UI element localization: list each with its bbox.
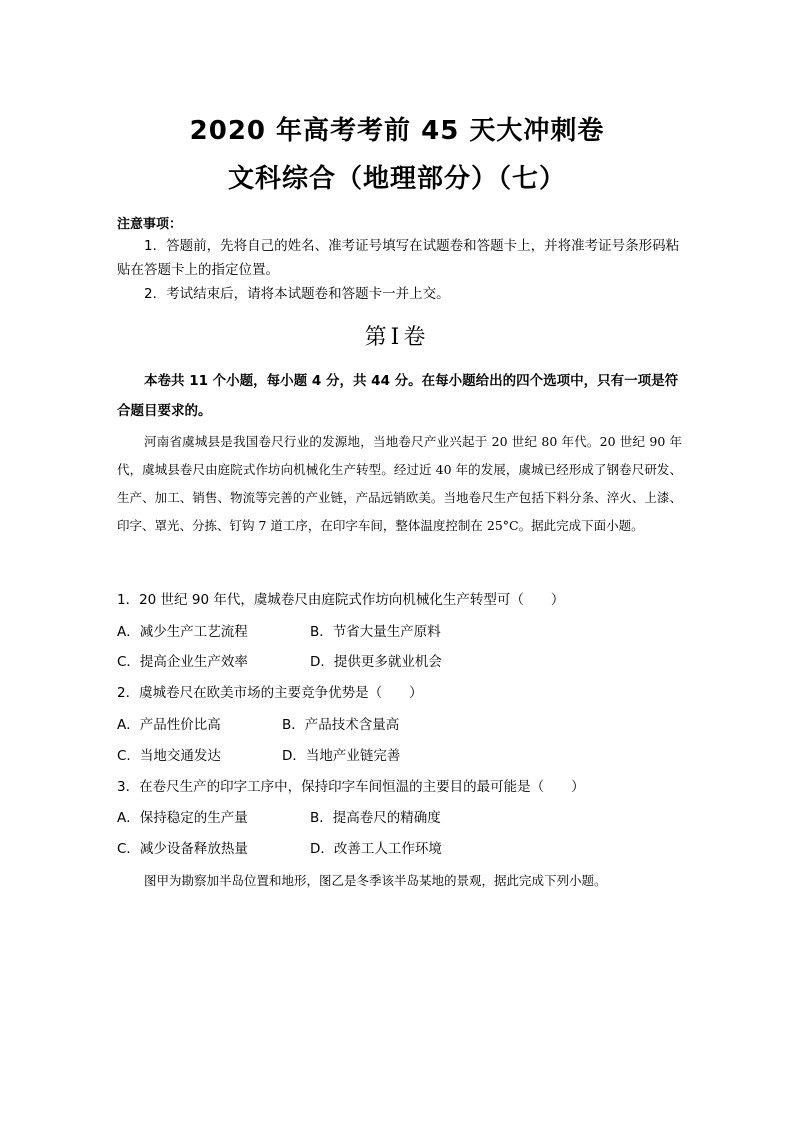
exam-subtitle: 文科综合（地理部分）（七） bbox=[227, 164, 566, 194]
reading-passage: 河南省虞城县是我国卷尺行业的发源地，当地卷尺产业兴起于 20 世纪 80 年代。20 世纪 90 年代，虞城县卷尺由庭院式作坊向机械化生产转型。经过近 40 年的发展，虞城已经形成了钢卷尺研发、生产、加工、销售、物流等完善的产业链，产品远销欧美。当地卷尺生产包括下料分条、淬火、上漆、印字、罩光、分拣、钉钩 7 道工序，在印字车间，整体温度控制在 25°C。据此完成下面小题。 bbox=[117, 434, 682, 533]
question-2-option-c[interactable]: C．当地交通发达 bbox=[117, 748, 221, 764]
section-title: 第Ⅰ卷 bbox=[364, 325, 430, 350]
exam-title: 2020 年高考考前 45 天大冲刺卷 bbox=[189, 116, 605, 146]
notice-heading: 注意事项： bbox=[117, 217, 183, 232]
question-1-option-a[interactable]: A．减少生产工艺流程 bbox=[117, 624, 248, 640]
reading-passage-2: 图甲为勘察加半岛位置和地形，图乙是冬季该半岛某地的景观，据此完成下列小题。 bbox=[144, 873, 607, 888]
question-1-option-b[interactable]: B．节省大量生产原料 bbox=[310, 624, 441, 640]
question-3-stem: 3．在卷尺生产的印字工序中，保持印字车间恒温的主要目的最可能是（ ） bbox=[117, 779, 585, 795]
question-2-option-b[interactable]: B．产品技术含量高 bbox=[282, 717, 400, 733]
notice-item: 1．答题前，先将自己的姓名、准考证号填写在试题卷和答题卡上，并将准考证号条形码粘贴在答题卡上的指定位置。 bbox=[117, 238, 680, 278]
question-1-option-c[interactable]: C．提高企业生产效率 bbox=[117, 654, 248, 670]
notice-list bbox=[117, 234, 682, 306]
section-instructions: 本卷共 11 个小题，每小题 4 分，共 44 分。在每小题给出的四个选项中，只有一项是符合题目要求的。 bbox=[117, 373, 679, 419]
question-2-option-a[interactable]: A．产品性价比高 bbox=[117, 717, 221, 733]
question-3-option-d[interactable]: D．改善工人工作环境 bbox=[310, 841, 442, 857]
question-3-option-b[interactable]: B．提高卷尺的精确度 bbox=[310, 810, 441, 826]
question-3-option-c[interactable]: C．减少设备释放热量 bbox=[117, 841, 248, 857]
question-2-option-d[interactable]: D．当地产业链完善 bbox=[282, 748, 401, 764]
notice-item: 2．考试结束后，请将本试题卷和答题卡一并上交。 bbox=[144, 286, 450, 302]
question-3-option-a[interactable]: A．保持稳定的生产量 bbox=[117, 810, 248, 826]
question-1-option-d[interactable]: D．提供更多就业机会 bbox=[310, 654, 442, 670]
question-1-stem: 1．20 世纪 90 年代，虞城卷尺由庭院式作坊向机械化生产转型可（ ） bbox=[117, 592, 565, 608]
question-2-stem: 2．虞城卷尺在欧美市场的主要竞争优势是（ ） bbox=[117, 685, 423, 701]
